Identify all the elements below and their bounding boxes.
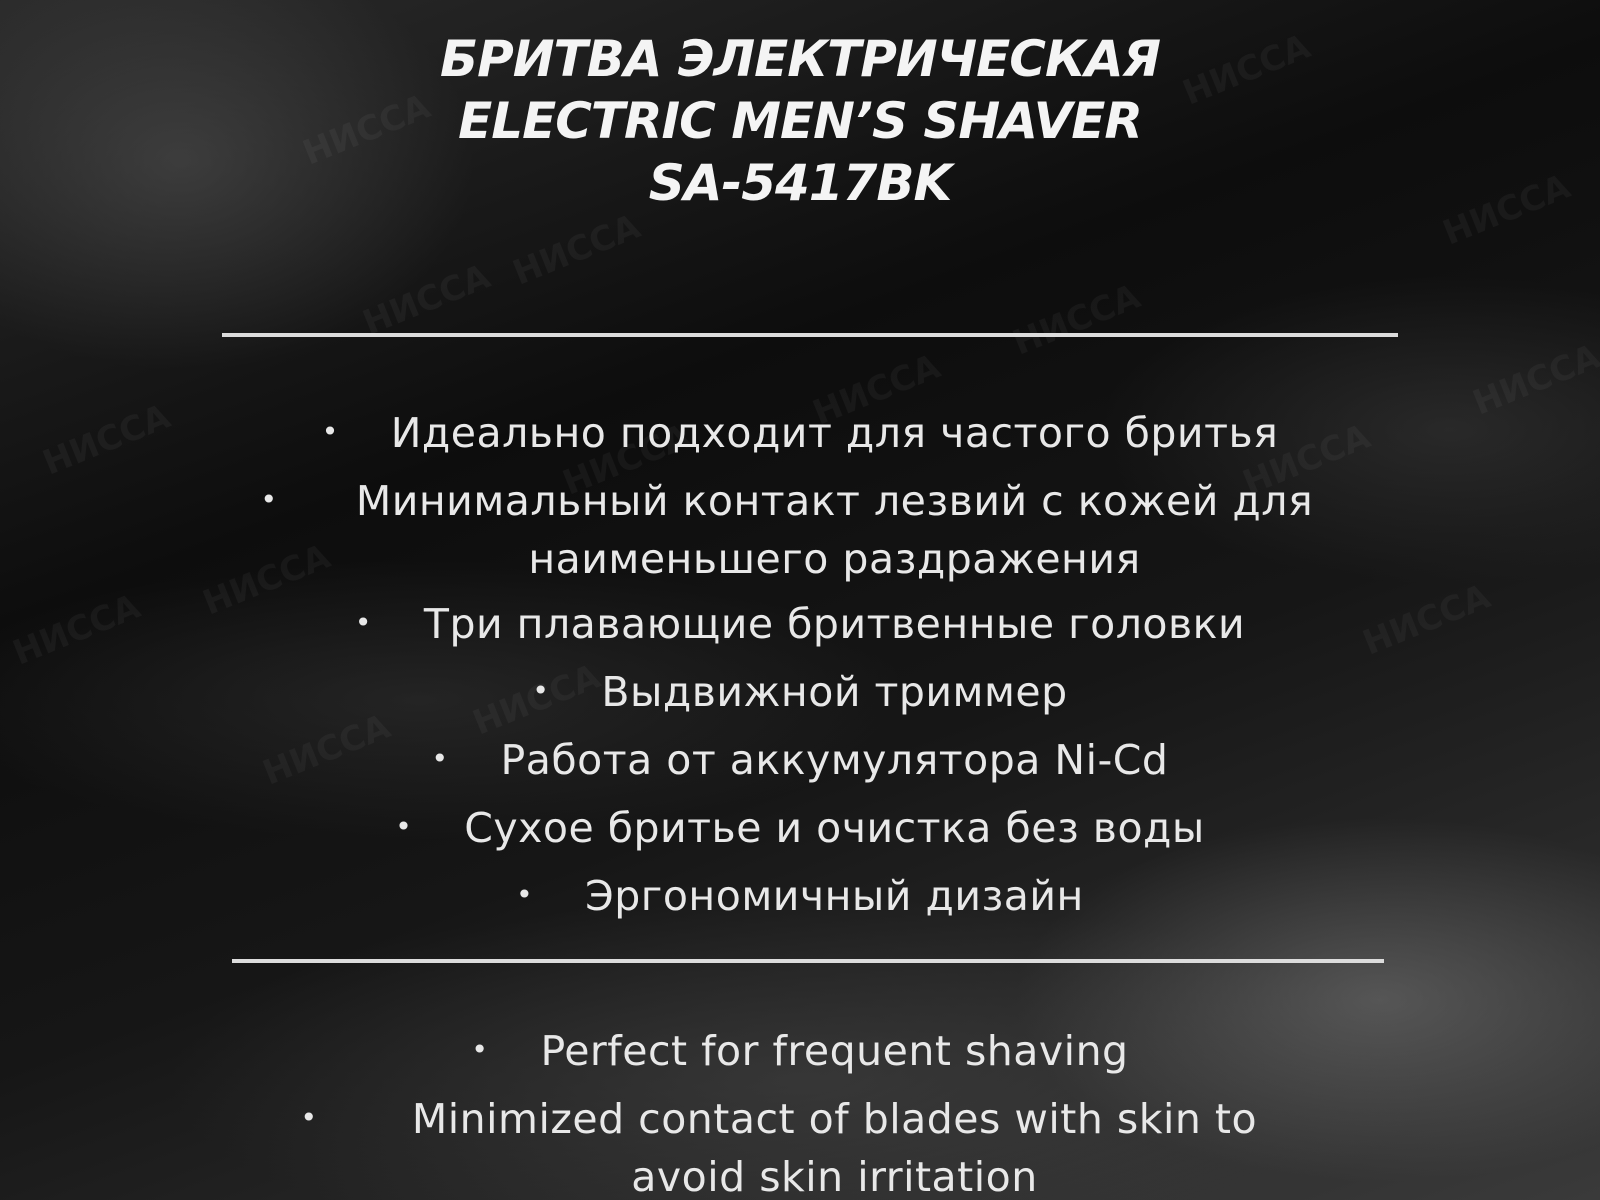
list-item [0, 595, 1600, 656]
feature-text: Perfect for frequent shaving [540, 1027, 1129, 1075]
feature-text: Три плавающие бритвенные головки [423, 600, 1246, 648]
feature-list-english [0, 1022, 1600, 1200]
bullet-icon: • [321, 415, 339, 448]
list-item [0, 472, 1600, 588]
watermark [1007, 277, 1145, 364]
feature-text: Эргономичный дизайн [585, 872, 1084, 920]
feature-text: Minimized contact of blades with skin to avoid skin irritation [411, 1095, 1258, 1200]
title-english: ELECTRIC MEN’S SHAVER [458, 92, 1142, 150]
divider-line [222, 333, 1398, 337]
feature-text: Сухое бритье и очистка без воды [464, 804, 1205, 852]
bullet-icon: • [260, 483, 278, 516]
list-item [0, 731, 1600, 792]
list-item [0, 867, 1600, 928]
watermark [507, 207, 645, 294]
list-item [0, 1022, 1600, 1083]
list-item [0, 799, 1600, 860]
bullet-icon: • [516, 878, 534, 911]
list-item [0, 404, 1600, 465]
bullet-icon: • [471, 1033, 489, 1066]
bullet-icon: • [431, 742, 449, 775]
feature-text: Минимальный контакт лезвий с кожей для наименьшего раздражения [355, 477, 1314, 583]
list-item [0, 663, 1600, 724]
feature-text: Выдвижной триммер [601, 668, 1068, 716]
divider-line [232, 959, 1384, 963]
product-title [0, 28, 1600, 214]
title-russian: БРИТВА ЭЛЕКТРИЧЕСКАЯ [439, 30, 1161, 88]
bullet-icon: • [300, 1101, 318, 1134]
bullet-icon: • [354, 606, 372, 639]
bullet-icon: • [532, 674, 550, 707]
bullet-icon: • [395, 810, 413, 843]
list-item [0, 1090, 1600, 1200]
model-number: SA-5417BK [648, 154, 952, 212]
feature-list-russian [0, 404, 1600, 928]
feature-text: Работа от аккумулятора Ni-Cd [500, 736, 1169, 784]
watermark [357, 257, 495, 344]
feature-text: Идеально подходит для частого бритья [390, 409, 1279, 457]
